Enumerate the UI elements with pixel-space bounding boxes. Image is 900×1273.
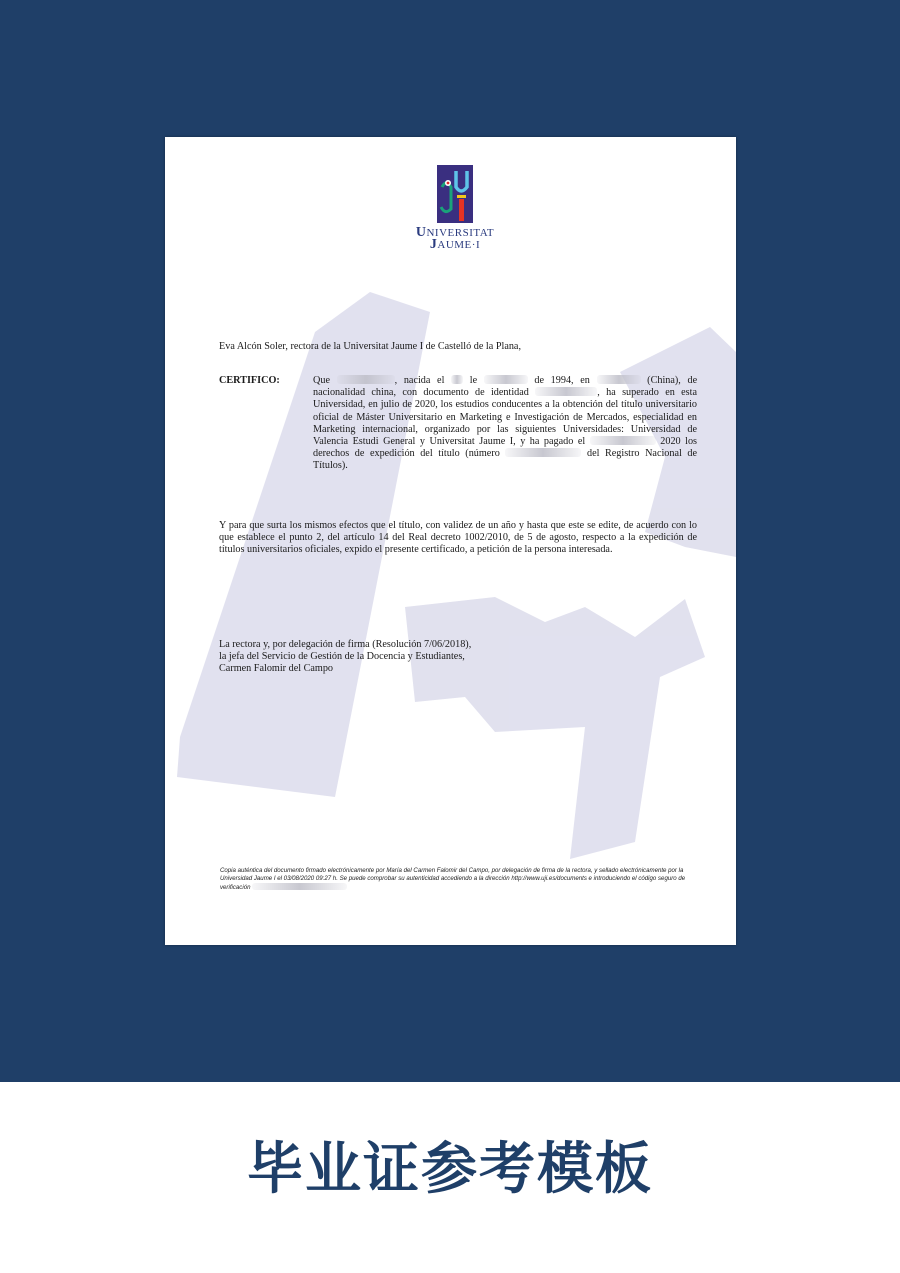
cert-text-6: , ha superado en esta Universidad, en julio de 2020, los estudios conducentes a la obtención del título universitario oficial de Máster Universitario en Marketing e Investigación de Mercados, especialidad en Marketing internacional, organizado por las siguientes Universidades: Universidad de Valencia Estudi General y Universitat Jaume I, y ha pagado el bbox=[313, 387, 697, 448]
cert-text-1: Que bbox=[313, 375, 330, 386]
redacted-id-number bbox=[535, 387, 597, 396]
footer-text: Copia auténtica del documento firmado electrónicamente por María del Carmen Falomir del Campo, por delegación de firma de la rectora, y sellado electrónicamente por la Universidad Jaume I el 03/08/2020 09:27 h. Se puede comprobar su autenticidad accediendo a la dirección http://www.uji.es/documents e introduciendo el código seguro de verificación bbox=[220, 867, 686, 891]
signature-line-1: La rectora y, por delegación de firma (Resolución 7/06/2018), bbox=[219, 639, 472, 650]
cert-text-4: de 1994, en bbox=[534, 375, 590, 386]
signature-line-3: Carmen Falomir del Campo bbox=[219, 663, 334, 675]
redacted-title-number bbox=[505, 448, 581, 457]
university-emblem-icon bbox=[437, 165, 473, 223]
logo-initial-u: U bbox=[415, 225, 427, 240]
redacted-name bbox=[337, 375, 395, 384]
cert-text-3: le bbox=[469, 375, 478, 386]
signature-line-2: la jefa del Servicio de Gestión de la Docencia y Estudiantes, bbox=[219, 651, 465, 663]
logo-line-1: NIVERSITAT bbox=[426, 227, 495, 239]
certificate-document bbox=[165, 137, 736, 945]
cert-text-2: , nacida el bbox=[394, 375, 445, 386]
logo-line-2: AUME·I bbox=[437, 239, 481, 251]
verification-footer bbox=[220, 867, 695, 892]
logo-initial-j: J bbox=[429, 237, 438, 252]
redacted-payment-date bbox=[590, 436, 656, 445]
validity-paragraph: Y para que surta los mismos efectos que el título, con validez de un año y hasta que este se edite, de acuerdo con lo que establece el punto 2, del artículo 14 del Real decreto 1002/2010, de 5 de agosto, respecto a la expedición de títulos universitarios oficiales, expido el presente certificado, a petición de la persona interesada. bbox=[219, 520, 697, 556]
university-logo bbox=[395, 165, 515, 260]
certifico-body bbox=[313, 375, 697, 473]
redacted-month bbox=[484, 375, 528, 384]
cert-text-5: (China), de nacionalidad china, con documento de identidad bbox=[313, 375, 698, 399]
signature-block bbox=[219, 639, 639, 676]
certifico-label: CERTIFICO: bbox=[219, 375, 280, 386]
cert-text-8: del Registro Nacional de Títulos). bbox=[313, 448, 698, 472]
page-caption: 毕业证参考模板 bbox=[247, 1137, 653, 1202]
cert-text-7: 2020 los derechos de expedición del título (número bbox=[313, 436, 698, 460]
redacted-birthplace bbox=[597, 375, 641, 384]
intro-line: Eva Alcón Soler, rectora de la Universitat Jaume I de Castelló de la Plana, bbox=[219, 341, 522, 352]
redacted-day bbox=[451, 375, 463, 384]
redacted-verification-code bbox=[252, 883, 347, 890]
